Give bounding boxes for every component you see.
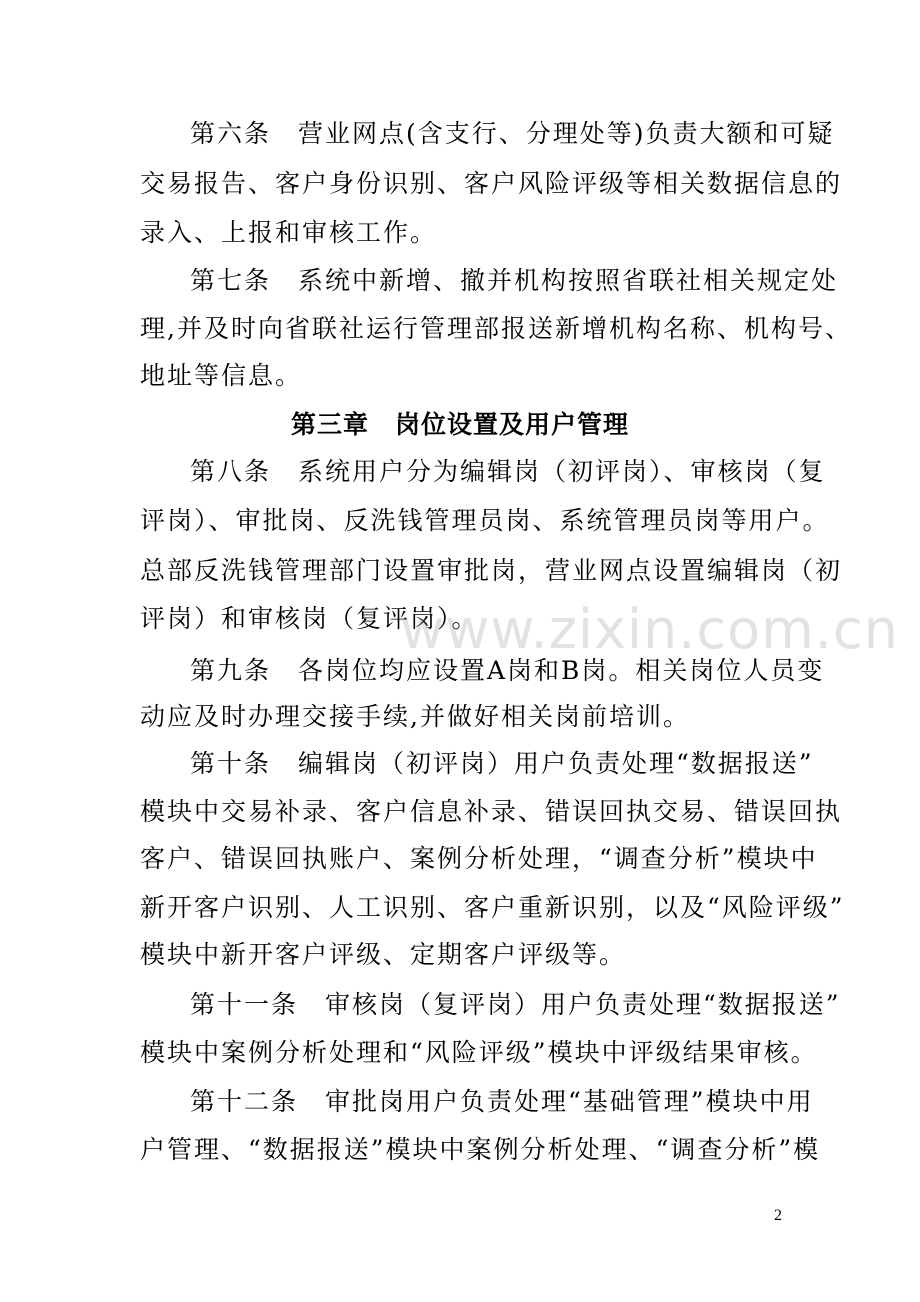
article-12-line-1: 第十二条 审批岗用户负责处理“基础管理”模块中用 [190, 1087, 814, 1116]
article-6-line-3: 录入、上报和审核工作。 [140, 218, 438, 247]
chapter-heading: 第三章 岗位设置及用户管理 [290, 410, 629, 439]
article-9-line-2: 动应及时办理交接手续,并做好相关岗前培训。 [140, 702, 690, 731]
article-11-line-2: 模块中案例分析处理和“风险评级”模块中评级结果审核。 [140, 1038, 818, 1067]
article-10-line-1: 第十条 编辑岗（初评岗）用户负责处理“数据报送” [190, 749, 814, 778]
page-number: 2 [774, 1207, 782, 1224]
article-11-line-1: 第十一条 审核岗（复评岗）用户负责处理“数据报送” [190, 990, 841, 1019]
article-7-line-2: 理,并及时向省联社运行管理部报送新增机构名称、机构号、 [140, 314, 852, 343]
article-6-line-1: 第六条 营业网点(含支行、分理处等)负责大额和可疑 [190, 119, 835, 148]
article-10-line-5: 模块中新开客户评级、定期客户评级等。 [140, 940, 627, 969]
article-6-line-2: 交易报告、客户身份识别、客户风险评级等相关数据信息的 [140, 169, 843, 198]
article-8-line-4: 评岗）和审核岗（复评岗）。 [140, 604, 479, 633]
article-10-line-4: 新开客户识别、人工识别、客户重新识别，以及“风险评级” [140, 893, 845, 922]
watermark: www.zixin.com.cn [400, 598, 899, 661]
article-7-line-1: 第七条 系统中新增、撤并机构按照省联社相关规定处 [190, 266, 839, 295]
article-8-line-1: 第八条 系统用户分为编辑岗（初评岗）、审核岗（复 [190, 457, 826, 486]
article-9-line-1: 第九条 各岗位均应设置A岗和B岗。相关岗位人员变 [190, 656, 825, 685]
article-10-line-2: 模块中交易补录、客户信息补录、错误回执交易、错误回执 [140, 797, 843, 826]
article-12-line-2: 户管理、“数据报送”模块中案例分析处理、“调查分析”模 [140, 1135, 821, 1164]
article-8-line-2: 评岗）、审批岗、反洗钱管理员岗、系统管理员岗等用户。 [140, 506, 830, 535]
article-8-line-3: 总部反洗钱管理部门设置审批岗，营业网点设置编辑岗（初 [140, 556, 843, 585]
article-7-line-3: 地址等信息。 [140, 361, 303, 390]
article-10-line-3: 客户、错误回执账户、案例分析处理，“调查分析”模块中 [140, 844, 818, 873]
